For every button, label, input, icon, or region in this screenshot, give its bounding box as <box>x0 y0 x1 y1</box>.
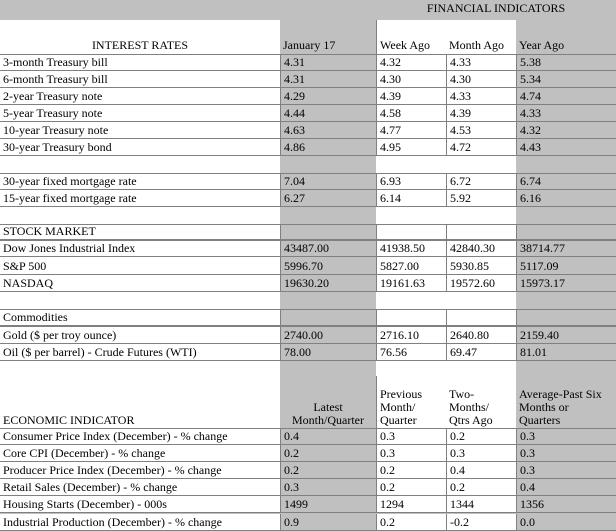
table-row <box>0 173 616 190</box>
month-ago-value: 5.92 <box>446 190 516 207</box>
current-value: 0.2 <box>280 462 376 479</box>
table-row <box>0 257 616 274</box>
table-title: FINANCIAL INDICATORS <box>376 0 616 20</box>
year-ago-value: 4.32 <box>516 122 616 139</box>
row-label: Gold ($ per troy ounce) <box>0 326 280 344</box>
current-value: 19630.20 <box>280 275 376 292</box>
week-ago-value: 41938.50 <box>376 240 446 257</box>
table-row <box>0 496 616 513</box>
row-label: Consumer Price Index (December) - % change <box>0 428 280 445</box>
row-label: Producer Price Index (December) - % change <box>0 462 280 479</box>
week-ago-value: 4.39 <box>376 88 446 105</box>
row-label: 15-year fixed mortgage rate <box>0 190 280 207</box>
table-row <box>0 105 616 122</box>
current-value: 4.63 <box>280 122 376 139</box>
month-ago-value: 0.2 <box>446 428 516 445</box>
spacer-row <box>0 361 616 376</box>
month-ago-value: 4.72 <box>446 139 516 156</box>
latest-column-header: Latest Month/Quarter <box>280 376 376 428</box>
two-months-column-header: Two- Months/ Qtrs Ago <box>446 376 516 428</box>
month-ago-column-header: Month Ago <box>446 20 516 54</box>
year-ago-value: 2159.40 <box>516 326 616 344</box>
current-value: 4.31 <box>280 71 376 88</box>
table-row <box>0 344 616 362</box>
table-row <box>0 479 616 496</box>
current-value: 6.27 <box>280 190 376 207</box>
row-label: 30-year Treasury bond <box>0 139 280 156</box>
week-ago-value: 4.32 <box>376 54 446 71</box>
year-ago-value: 0.3 <box>516 445 616 462</box>
month-ago-value: 0.2 <box>446 479 516 496</box>
week-ago-value: 19161.63 <box>376 275 446 292</box>
month-ago-value: 4.33 <box>446 88 516 105</box>
week-ago-value: 0.3 <box>376 445 446 462</box>
week-ago-value: 6.93 <box>376 173 446 190</box>
month-ago-value: 4.39 <box>446 105 516 122</box>
current-value: 0.4 <box>280 428 376 445</box>
current-column-header: January 17 <box>280 20 376 54</box>
month-ago-value: 42840.30 <box>446 240 516 257</box>
commodities-heading: Commodities <box>0 309 280 326</box>
month-ago-value: 69.47 <box>446 344 516 362</box>
week-ago-value: 76.56 <box>376 344 446 362</box>
current-value: 78.00 <box>280 344 376 362</box>
month-ago-value: 0.3 <box>446 445 516 462</box>
current-value: 1499 <box>280 496 376 513</box>
spacer-row <box>0 207 616 224</box>
spacer-row <box>0 156 616 173</box>
economic-header-row <box>0 376 616 428</box>
row-label: Industrial Production (December) - % change <box>0 514 280 531</box>
table-row <box>0 71 616 88</box>
year-ago-value: 6.74 <box>516 173 616 190</box>
row-label: Oil ($ per barrel) - Crude Futures (WTI) <box>0 344 280 362</box>
month-ago-value: -0.2 <box>446 514 516 531</box>
current-value: 0.3 <box>280 479 376 496</box>
table-row <box>0 514 616 531</box>
current-value: 2740.00 <box>280 326 376 344</box>
row-label: Core CPI (December) - % change <box>0 445 280 462</box>
week-ago-value: 0.3 <box>376 428 446 445</box>
week-ago-value: 0.2 <box>376 514 446 531</box>
row-label: 30-year fixed mortgage rate <box>0 173 280 190</box>
month-ago-value: 0.4 <box>446 462 516 479</box>
year-ago-value: 0.3 <box>516 428 616 445</box>
row-label: 2-year Treasury note <box>0 88 280 105</box>
month-ago-value: 1344 <box>446 496 516 513</box>
week-ago-value: 0.2 <box>376 479 446 496</box>
row-label: 6-month Treasury bill <box>0 71 280 88</box>
week-ago-value: 2716.10 <box>376 326 446 344</box>
row-label: 10-year Treasury note <box>0 122 280 139</box>
row-label: Retail Sales (December) - % change <box>0 479 280 496</box>
row-label: NASDAQ <box>0 275 280 292</box>
average-column-header: Average-Past Six Months or Quarters <box>516 376 616 428</box>
year-ago-value: 4.74 <box>516 88 616 105</box>
commodities-heading-row <box>0 309 616 326</box>
column-header-row <box>0 20 616 54</box>
year-ago-column-header: Year Ago <box>516 20 616 54</box>
table-row <box>0 326 616 344</box>
year-ago-value: 81.01 <box>516 344 616 362</box>
current-value: 43487.00 <box>280 240 376 257</box>
current-value: 0.2 <box>280 445 376 462</box>
current-value: 0.9 <box>280 514 376 531</box>
year-ago-value: 5.38 <box>516 54 616 71</box>
year-ago-value: 5117.09 <box>516 257 616 274</box>
year-ago-value: 38714.77 <box>516 240 616 257</box>
table-row <box>0 445 616 462</box>
month-ago-value: 2640.80 <box>446 326 516 344</box>
year-ago-value: 0.4 <box>516 479 616 496</box>
table-row <box>0 190 616 207</box>
table-row <box>0 428 616 445</box>
year-ago-value: 15973.17 <box>516 275 616 292</box>
month-ago-value: 4.53 <box>446 122 516 139</box>
current-value: 5996.70 <box>280 257 376 274</box>
week-ago-value: 4.58 <box>376 105 446 122</box>
week-ago-value: 0.2 <box>376 462 446 479</box>
year-ago-value: 5.34 <box>516 71 616 88</box>
row-label: Housing Starts (December) - 000s <box>0 496 280 513</box>
title-row <box>0 0 616 20</box>
year-ago-value: 6.16 <box>516 190 616 207</box>
interest-rates-header: INTEREST RATES <box>0 20 280 54</box>
row-label: 5-year Treasury note <box>0 105 280 122</box>
year-ago-value: 0.3 <box>516 462 616 479</box>
table-row <box>0 275 616 292</box>
week-ago-value: 6.14 <box>376 190 446 207</box>
spacer-row <box>0 292 616 309</box>
week-ago-value: 4.95 <box>376 139 446 156</box>
current-value: 4.31 <box>280 54 376 71</box>
table-row <box>0 240 616 257</box>
stock-market-heading-row <box>0 224 616 240</box>
week-ago-value: 1294 <box>376 496 446 513</box>
year-ago-value: 0.0 <box>516 514 616 531</box>
current-value: 4.44 <box>280 105 376 122</box>
table-row <box>0 122 616 139</box>
current-value: 4.29 <box>280 88 376 105</box>
previous-column-header: Previous Month/ Quarter <box>376 376 446 428</box>
week-ago-value: 4.77 <box>376 122 446 139</box>
table-row <box>0 54 616 71</box>
table-row <box>0 88 616 105</box>
table-row <box>0 462 616 479</box>
week-ago-column-header: Week Ago <box>376 20 446 54</box>
row-label: 3-month Treasury bill <box>0 54 280 71</box>
current-value: 4.86 <box>280 139 376 156</box>
table-row <box>0 139 616 156</box>
current-value: 7.04 <box>280 173 376 190</box>
month-ago-value: 4.33 <box>446 54 516 71</box>
week-ago-value: 4.30 <box>376 71 446 88</box>
week-ago-value: 5827.00 <box>376 257 446 274</box>
row-label: Dow Jones Industrial Index <box>0 240 280 257</box>
month-ago-value: 19572.60 <box>446 275 516 292</box>
month-ago-value: 5930.85 <box>446 257 516 274</box>
year-ago-value: 4.43 <box>516 139 616 156</box>
economic-indicator-heading: ECONOMIC INDICATOR <box>0 376 280 428</box>
month-ago-value: 4.30 <box>446 71 516 88</box>
year-ago-value: 1356 <box>516 496 616 513</box>
row-label: S&P 500 <box>0 257 280 274</box>
year-ago-value: 4.33 <box>516 105 616 122</box>
month-ago-value: 6.72 <box>446 173 516 190</box>
stock-market-heading: STOCK MARKET <box>0 224 280 240</box>
